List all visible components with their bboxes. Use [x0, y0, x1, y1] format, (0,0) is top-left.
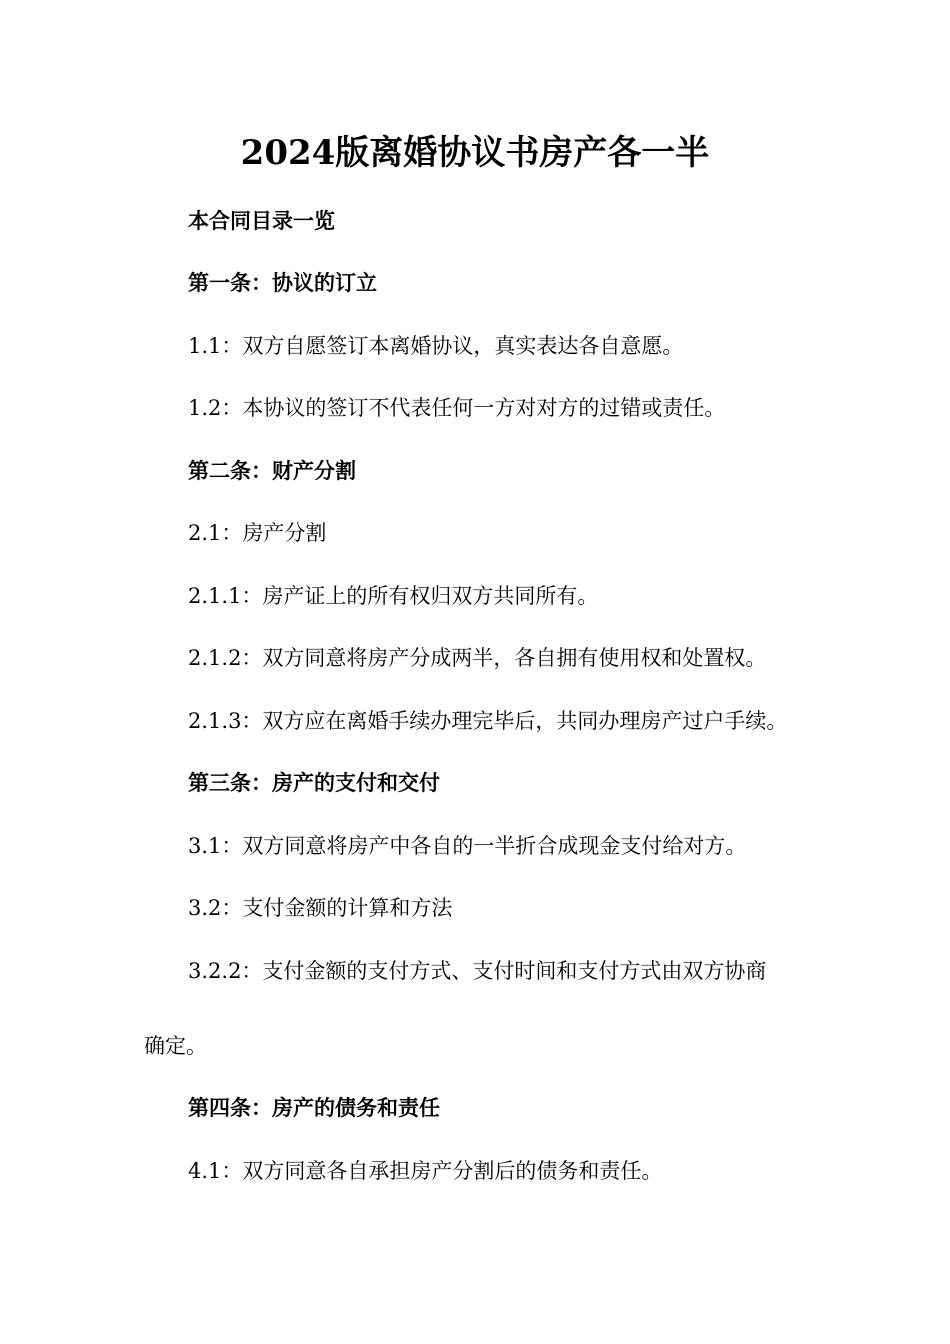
clause-3-1: 3.1：双方同意将房产中各自的一半折合成现金支付给对方。 [188, 834, 747, 858]
section-1-heading: 第一条：协议的订立 [188, 270, 377, 295]
section-3-heading: 第三条：房产的支付和交付 [188, 770, 440, 795]
toc-heading: 本合同目录一览 [188, 208, 335, 233]
clause-2-1-3: 2.1.3：双方应在离婚手续办理完毕后，共同办理房产过户手续。 [188, 709, 788, 733]
document-title: 2024版离婚协议书房产各一半 [240, 133, 710, 173]
clause-3-2-2: 3.2.2：支付金额的支付方式、支付时间和支付方式由双方协商 [188, 959, 767, 983]
section-2-heading: 第二条：财产分割 [188, 458, 356, 483]
clause-2-1-2: 2.1.2：双方同意将房产分成两半，各自拥有使用权和处置权。 [188, 646, 767, 670]
clause-2-1: 2.1：房产分割 [188, 521, 327, 545]
clause-3-2-2-continuation: 确定。 [144, 1034, 207, 1058]
clause-4-1: 4.1：双方同意各自承担房产分割后的债务和责任。 [188, 1159, 663, 1183]
clause-2-1-1: 2.1.1：房产证上的所有权归双方共同所有。 [188, 584, 599, 608]
clause-3-2: 3.2：支付金额的计算和方法 [188, 896, 453, 920]
clause-1-2: 1.2：本协议的签订不代表任何一方对对方的过错或责任。 [188, 396, 726, 420]
section-4-heading: 第四条：房产的债务和责任 [188, 1095, 440, 1120]
clause-1-1: 1.1：双方自愿签订本离婚协议，真实表达各自意愿。 [188, 334, 684, 358]
